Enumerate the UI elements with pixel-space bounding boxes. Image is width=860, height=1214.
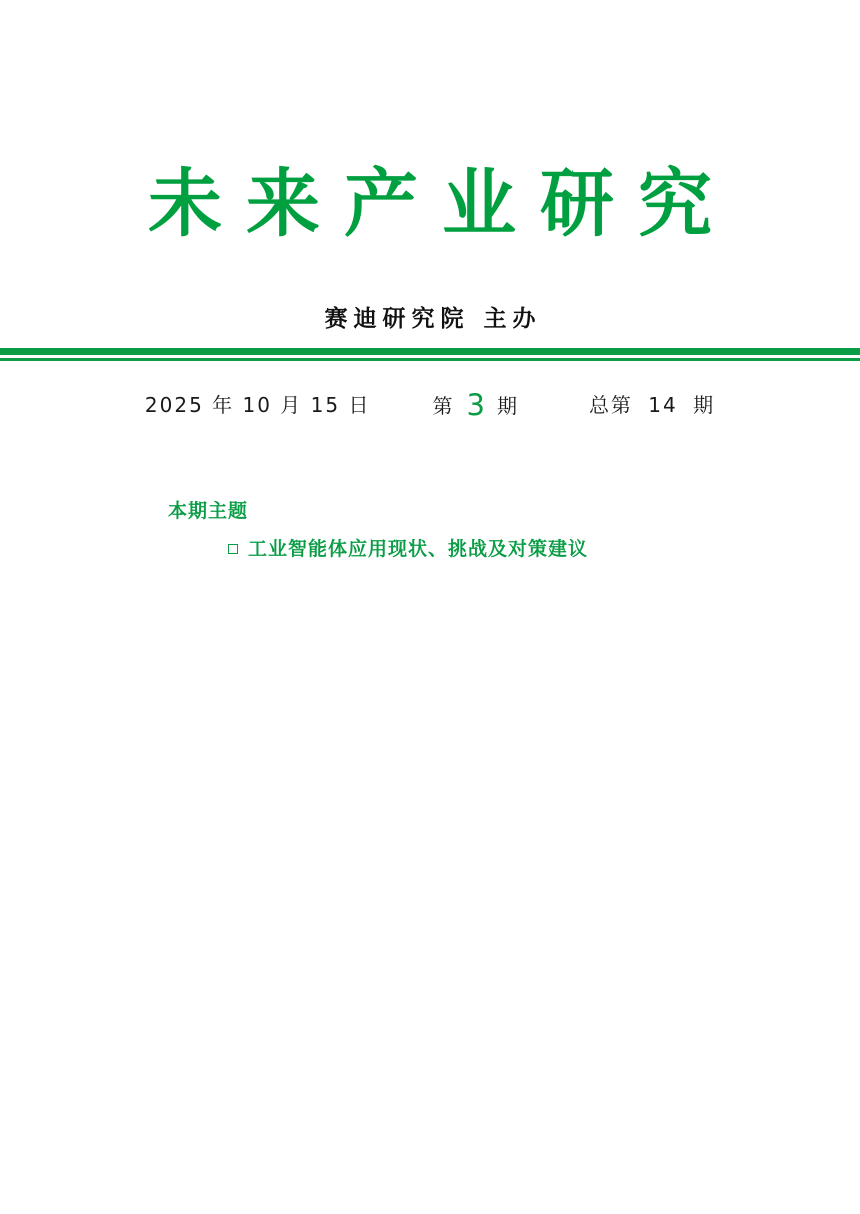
issue-total-value: 14 [648,392,678,417]
publisher-line: 赛迪研究院 主办 [324,306,542,332]
topic-section-heading: 本期主题 [168,500,249,522]
issue-date: 2025 年 10 月 15 日 [144,392,371,417]
header-divider [0,348,860,361]
issue-total-unit: 期 [693,392,716,417]
topic-list-item[interactable] [228,534,588,561]
divider-thin-rule [0,358,860,361]
topic-item-label: 工业智能体应用现状、挑战及对策建议 [248,538,589,560]
issue-info-line [0,383,860,423]
issue-number-group [432,386,518,420]
masthead-title: 未来产业研究 [148,161,736,247]
issue-number-value: 3 [466,388,485,422]
divider-thick-rule [0,348,860,355]
issue-number-label: 第 [432,394,455,418]
issue-total-label: 总第 [588,392,633,417]
issue-total-group [589,389,715,418]
square-bullet-icon [228,544,238,554]
issue-number-unit: 期 [496,394,519,418]
